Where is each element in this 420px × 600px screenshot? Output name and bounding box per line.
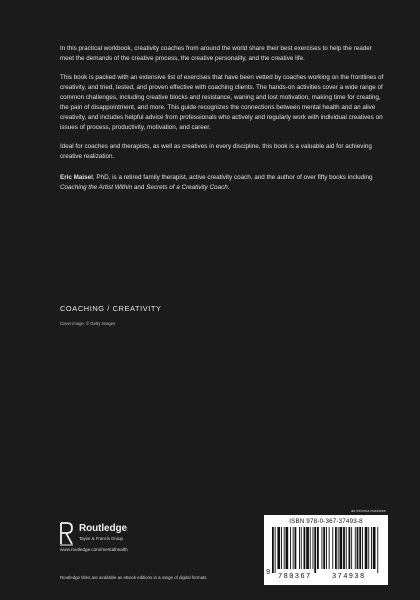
author-bio-end: . (227, 184, 230, 191)
isbn-barcode (264, 515, 388, 585)
blurb-paragraph-2: This book is packed with an extensive list of exercises that have been vetted by coaches working on the frontlines of creativity, and tried, tested, and proven effective with coaching clients. The hands-on activities cover a wide range of common challenges, including creative blocks and resistance, waning and lost motivation, making time for creating, the pain of disappointment, and more. This guide recognizes the connections between mental health and an alive creativity, and includes helpful advice from professionals who actively and regularly work with individual creatives on issues of process, productivity, motivation, and career. (60, 74, 384, 131)
barcode-right-digits: 374938 (332, 573, 366, 581)
ebook-note: Routledge titles are available as eBook editions in a range of digital formats (60, 575, 207, 580)
blurb-paragraph-1: In this practical workbook, creativity coaches from around the world share their best exercises to help the reader meet the demands of the creative process, the creative personality, and the creative life. (60, 45, 372, 62)
publisher-name: Routledge (79, 523, 127, 534)
isbn-label: ISBN 978-0-367-37493-8 (289, 518, 363, 525)
publisher-website: www.routledge.com/mentalhealth (60, 547, 128, 552)
informa-tagline: an informa business (351, 508, 386, 513)
author-bio (60, 173, 386, 193)
blurb-paragraph-3: Ideal for coaches and therapists, as well as creatives in every discipline, this book is a valuable aid for achieving creative realization. (60, 143, 372, 160)
author-bio-and: and (132, 184, 147, 191)
publisher-group: Taylor & Francis Group (79, 536, 123, 541)
author-bio-text-1: , PhD, is a retired family therapist, active creativity coach, and the author of over fifty books including (92, 174, 373, 181)
cover-image-credit: Cover image: © Getty Images (60, 321, 116, 326)
subject-category: COACHING / CREATIVITY (60, 304, 162, 313)
routledge-r-logo-icon (60, 522, 74, 546)
author-book-2: Secrets of a Creativity Coach (146, 184, 228, 191)
author-name: Eric Maisel (60, 174, 93, 181)
barcode-left-digits: 780367 (278, 573, 312, 581)
barcode-bars (272, 527, 382, 573)
barcode-first-digit: 9 (266, 569, 271, 577)
author-book-1: Coaching the Artist Within (60, 184, 133, 191)
back-cover-blurb (60, 44, 386, 202)
